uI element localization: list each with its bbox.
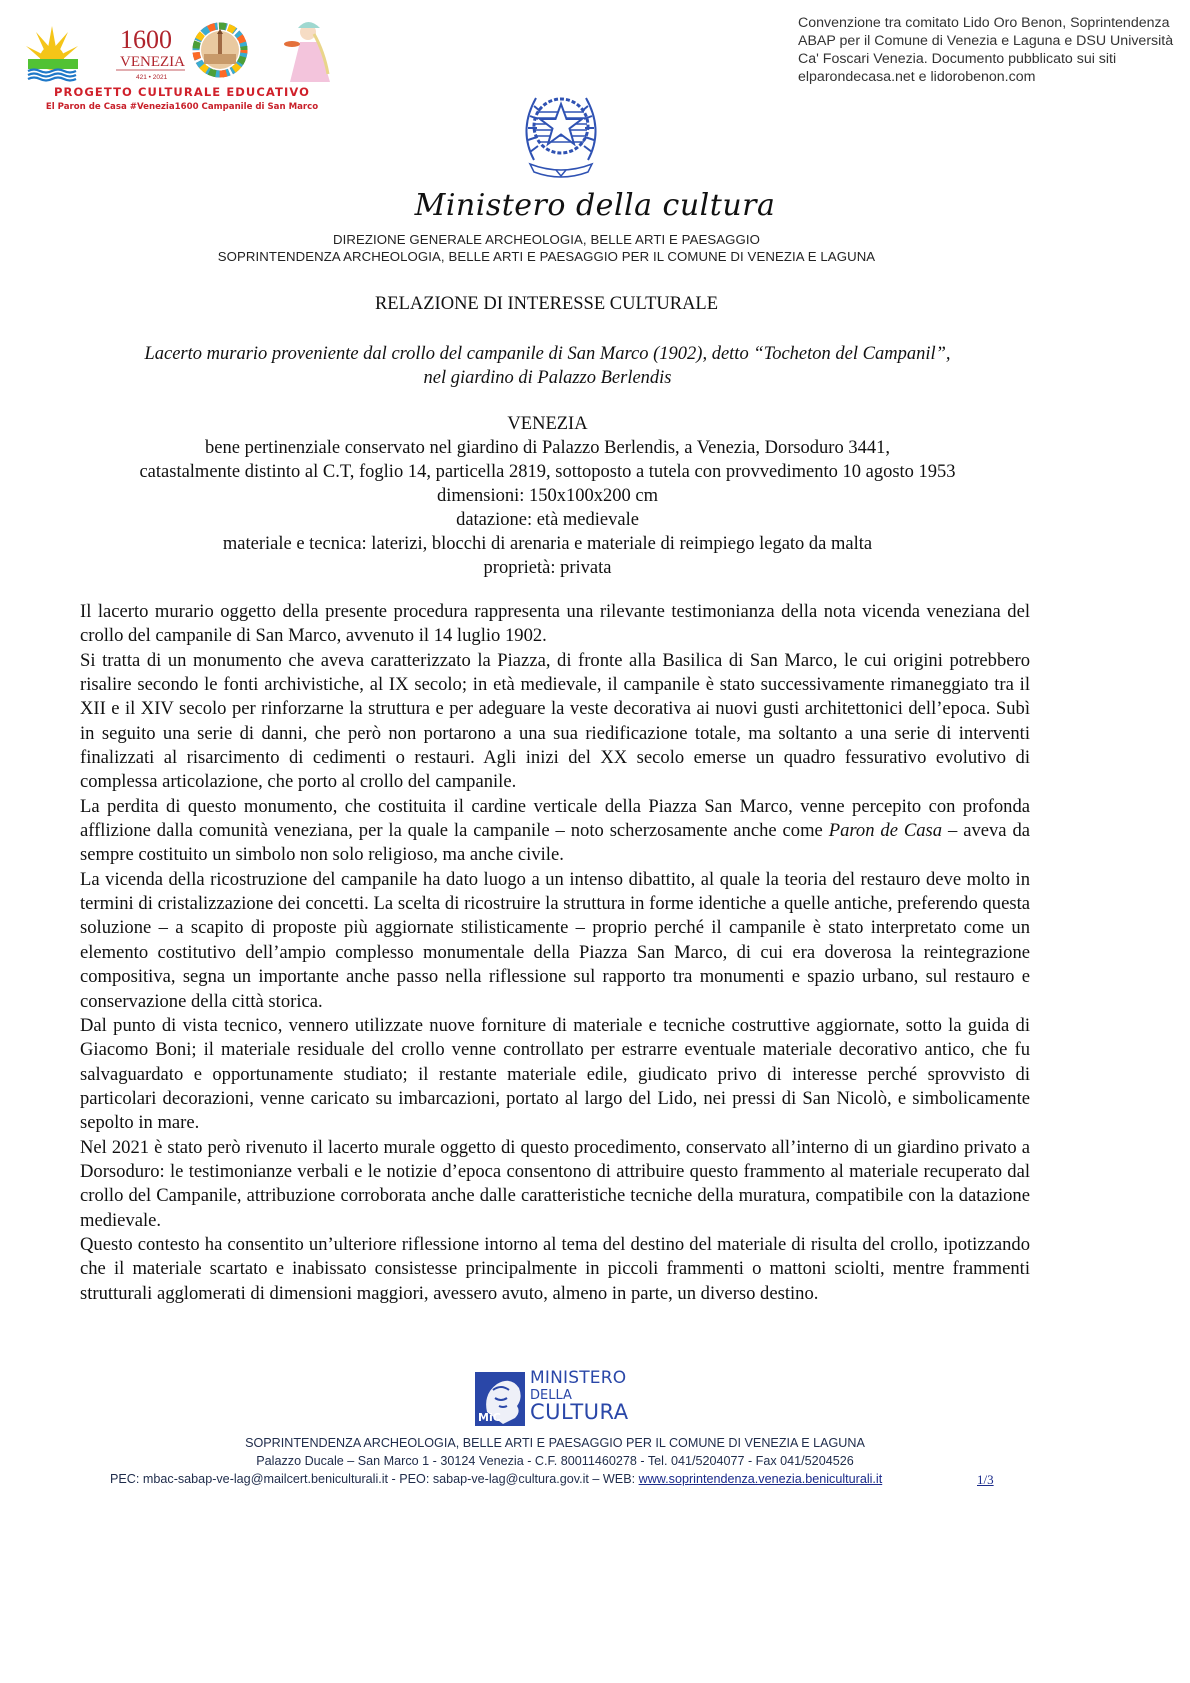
repubblica-italiana-emblem-icon	[520, 82, 602, 180]
body-paragraph-2: Si tratta di un monumento che aveva caratterizzato la Piazza, di fronte alla Basilica di San Marco, le cui origini potrebbero risalire secondo le fonti archivistiche, al IX secolo; in età medievale, il campanile è stato successivamente rimaneggiato tra il XII e il XIV secolo per rinforzarne la struttura e per adeguare la veste decorativa ai nuovi gusti architettonici dell’epoca. Subì in seguito una serie di danni, che però non portarono a una sua riedificazione totale, ma soltanto a una serie di interventi finalizzati al risarcimento di cedimenti o restauri. Agli inizi del XX secolo emerse un quadro fessurativo evolutivo di complessa articolazione, che porto al crollo del campanile.	[80, 649, 1030, 793]
venezia-logo-years: 421 • 2021	[136, 74, 168, 81]
website-link[interactable]: www.soprintendenza.venezia.beniculturali.it	[638, 1472, 883, 1486]
mic-word-2: DELLA	[530, 1388, 572, 1403]
document-subtitle	[80, 342, 1015, 390]
body-paragraph-6: Nel 2021 è stato però rivenuto il lacerto murale oggetto di questo procedimento, conservato all’interno di un giardino privato a Dorsoduro: le testimonianze verbali e le notizie d’epoca consentono di attribuire questo frammento al materiale recuperato dal crollo del Campanile, attribuzione corroborata anche dalle caratteristiche tecniche della muratura, compatibile con la datazione medievale.	[80, 1136, 1030, 1231]
asset-location: bene pertinenziale conservato nel giardino di Palazzo Berlendis, a Venezia, Dorsoduro 3441,	[205, 438, 890, 458]
body-paragraph-5: Dal punto di vista tecnico, vennero utilizzate nuove forniture di materiale e tecniche costruttive aggiornate, sotto la guida di Giacomo Boni; il materiale residuale del crollo venne controllato per estrarre eventuale materiale decorativo antico, che fu salvaguardato e opportunamente studiato; il restante materiale edile, giudicato privo di interesse perché sprovvisto di particolari decorazioni, venne caricato su imbarcazioni, portato al largo del Lido, nei pressi di San Nicolò, e simbolicamente sepolto in mare.	[80, 1014, 1030, 1134]
footer-office-name: SOPRINTENDENZA ARCHEOLOGIA, BELLE ARTI E PAESAGGIO PER IL COMUNE DI VENEZIA E LAGUNA	[245, 1436, 865, 1450]
paron-de-casa-italic: Paron de Casa	[828, 820, 943, 842]
paragraph-3-text-a: La perdita di questo monumento, che costituita il cardine verticale della Piazza San Marco, venne percepito con profonda afflizione dalla comunità veneziana, per la quale la campanile – noto scherzosamente anche come	[80, 795, 1030, 842]
venezia-logo-text: VENEZIA	[120, 54, 185, 70]
direction-general-line: DIREZIONE GENERALE ARCHEOLOGIA, BELLE ARTI E PAESAGGIO	[332, 232, 761, 247]
asset-city: VENEZIA	[507, 414, 588, 434]
mic-logo	[475, 1368, 645, 1428]
superintendency-line: SOPRINTENDENZA ARCHEOLOGIA, BELLE ARTI E PAESAGGIO PER IL COMUNE DI VENEZIA E LAGUNA	[217, 249, 876, 264]
sdg-campanile-icon	[196, 26, 244, 74]
page-number: 1/3	[977, 1472, 994, 1487]
footer-contacts	[110, 1472, 1100, 1486]
project-subtitle: El Paron de Casa #Venezia1600 Campanile di San Marco	[45, 102, 319, 112]
document-title: RELAZIONE DI INTERESSE CULTURALE	[374, 294, 719, 314]
project-logos	[22, 18, 342, 118]
venezia-1600-number: 1600	[120, 25, 172, 54]
asset-cadastral: catastalmente distinto al C.T, foglio 14, particella 2819, sottoposto a tutela con provvedimento 10 agosto 1953	[139, 462, 956, 482]
subtitle-line-2: nel giardino di Palazzo Berlendis	[423, 368, 672, 388]
body-paragraph-3	[80, 795, 1030, 868]
logo-row	[22, 18, 342, 84]
mic-word-1: MINISTERO	[530, 1368, 627, 1388]
asset-dating: datazione: età medievale	[456, 510, 639, 530]
mic-abbr: MiC	[478, 1411, 501, 1424]
venezia-1600-logo-icon	[116, 25, 185, 81]
publication-note: Convenzione tra comitato Lido Oro Benon, Soprintendenza ABAP per il Comune di Venezia e Laguna e DSU Università Ca' Foscari Venezia. Documento pubblicato sui siti elparondecasa.net e lidorobenon.com	[798, 15, 1174, 85]
report-body	[80, 600, 1030, 1306]
mic-word-3: CULTURA	[530, 1400, 629, 1424]
sun-logo-icon	[26, 26, 78, 81]
footer-address: Palazzo Ducale – San Marco 1 - 30124 Venezia - C.F. 80011460278 - Tel. 041/5204077 - Fax 041/5204526	[256, 1454, 854, 1468]
girl-illustration-icon	[284, 22, 330, 82]
ministry-script-heading: Ministero della cultura	[414, 188, 776, 223]
asset-info	[40, 412, 1055, 580]
asset-material: materiale e tecnica: laterizi, blocchi di arenaria e materiale di reimpiego legato da malta	[222, 534, 873, 554]
subtitle-line-1: Lacerto murario proveniente dal crollo del campanile di San Marco (1902), detto “Tocheton del Campanil”,	[144, 344, 951, 364]
body-paragraph-7: Questo contesto ha consentito un’ulteriore riflessione intorno al tema del destino del materiale di risulta del crollo, ipotizzando che il materiale scartato e inabissato consistesse principalmente in piccoli frammenti o mattoni sciolti, mentre frammenti strutturali agglomerati di dimensioni maggiori, avessero avuto, almeno in parte, un diverso destino.	[80, 1233, 1030, 1304]
footer-emails: PEC: mbac-sabap-ve-lag@mailcert.beniculturali.it - PEO: sabap-ve-lag@cultura.gov.it – WEB:	[110, 1472, 639, 1486]
mic-head-icon	[475, 1372, 525, 1426]
asset-dimensions: dimensioni: 150x100x200 cm	[437, 486, 658, 506]
paragraph-3-text-b: – aveva da sempre costituito un simbolo non solo religioso, ma anche civile.	[80, 820, 1031, 866]
asset-ownership: proprietà: privata	[483, 558, 612, 578]
project-title: PROGETTO CULTURALE EDUCATIVO	[54, 85, 310, 99]
body-paragraph-4: La vicenda della ricostruzione del campanile ha dato luogo a un intenso dibattito, al quale la teoria del restauro deve molto in termini di cristalizzazione dei concetti. La scelta di ricostruire la struttura in forme identiche a quelle antiche, preferendo questa soluzione – a scapito di proposte più aggiornate stilisticamente – proprio perché il campanile è stato interpretato come un elemento costitutivo dell’ampio complesso monumentale della Piazza San Marco, di cui era doverosa la reintegrazione compositiva, segna un importante anche passo nella riflessione sul rapporto tra monumenti e spazio urbano, sul restauro e conservazione della città storica.	[80, 868, 1030, 1012]
body-paragraph-1: Il lacerto murario oggetto della presente procedura rappresenta una rilevante testimonianza della nota vicenda veneziana del crollo del campanile di San Marco, avvenuto il 14 luglio 1902.	[80, 601, 1030, 647]
mic-wordmark	[530, 1370, 629, 1423]
